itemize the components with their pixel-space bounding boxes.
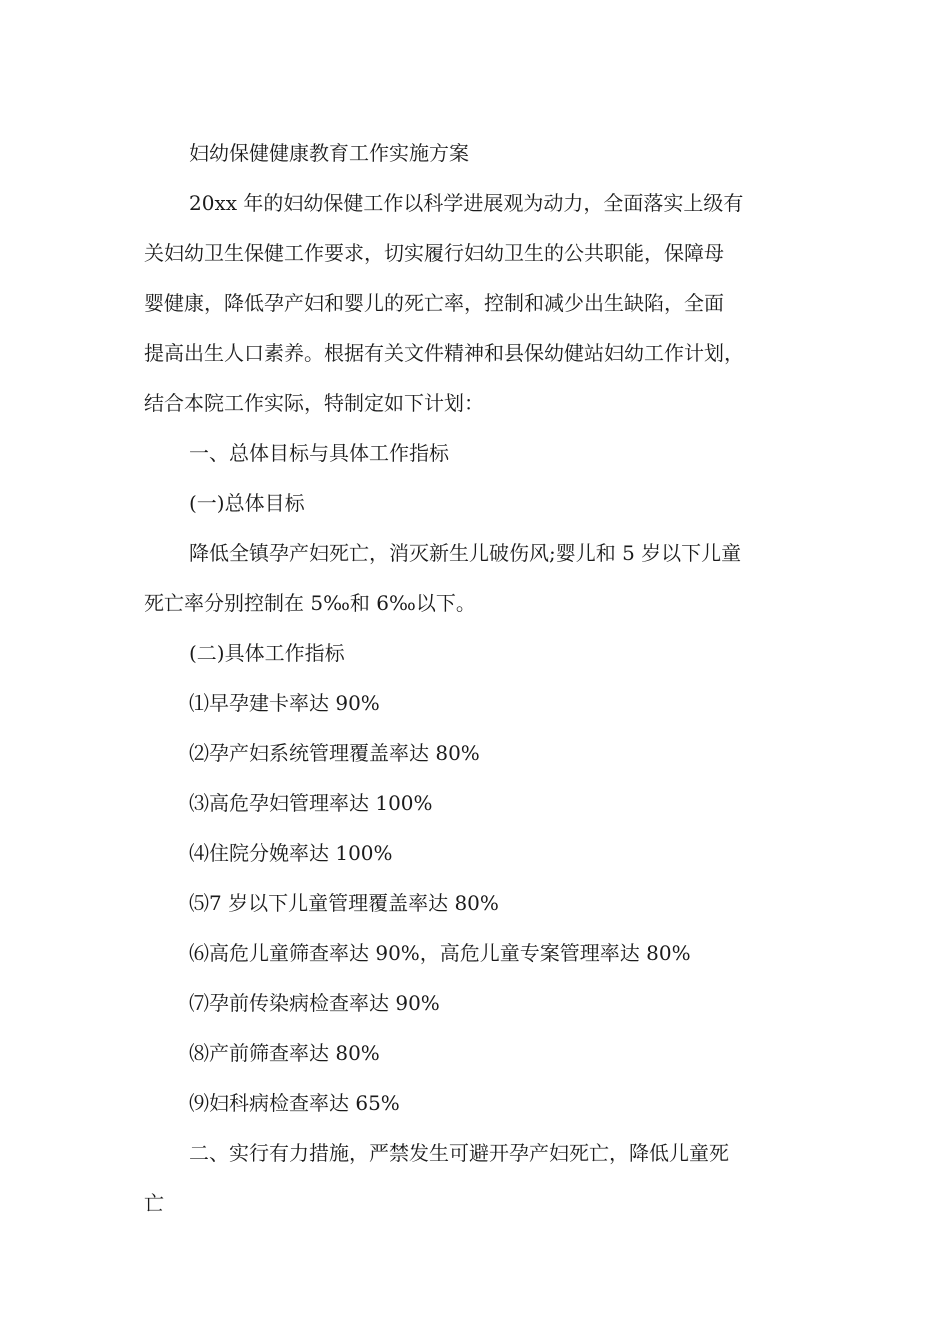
indicator-item: ⑸7 岁以下儿童管理覆盖率达 80% — [189, 891, 499, 915]
indicator-item: ⑷住院分娩率达 100% — [189, 841, 393, 865]
subsection-2-heading: (二)具体工作指标 — [189, 641, 345, 665]
indicator-item: ⑵孕产妇系统管理覆盖率达 80% — [189, 741, 480, 765]
document-title: 妇幼保健健康教育工作实施方案 — [189, 141, 469, 165]
indicator-item: ⑼妇科病检查率达 65% — [189, 1091, 400, 1115]
intro-line-1: 20xx 年的妇幼保健工作以科学进展观为动力，全面落实上级有 — [189, 191, 744, 215]
overall-goal-line-2: 死亡率分别控制在 5‰和 6‰以下。 — [144, 591, 476, 615]
intro-line-2: 关妇幼卫生保健工作要求，切实履行妇幼卫生的公共职能，保障母 — [144, 241, 724, 265]
section-1-heading: 一、总体目标与具体工作指标 — [189, 441, 449, 465]
intro-line-5: 结合本院工作实际，特制定如下计划： — [144, 391, 484, 415]
section-2-heading-line-2: 亡 — [144, 1191, 164, 1215]
section-2-heading-line-1: 二、实行有力措施，严禁发生可避开孕产妇死亡，降低儿童死 — [189, 1141, 729, 1165]
indicator-item: ⑹高危儿童筛查率达 90%，高危儿童专案管理率达 80% — [189, 941, 691, 965]
subsection-1-heading: (一)总体目标 — [189, 491, 305, 515]
indicator-item: ⑺孕前传染病检查率达 90% — [189, 991, 440, 1015]
document-body — [144, 128, 816, 1228]
indicator-item: ⑻产前筛查率达 80% — [189, 1041, 380, 1065]
intro-line-3: 婴健康，降低孕产妇和婴儿的死亡率，控制和减少出生缺陷，全面 — [144, 291, 724, 315]
intro-line-4: 提高出生人口素养。根据有关文件精神和县保幼健站妇幼工作计划， — [144, 341, 744, 365]
overall-goal-line-1: 降低全镇孕产妇死亡，消灭新生儿破伤风;婴儿和 5 岁以下儿童 — [189, 541, 742, 565]
indicator-item: ⑴早孕建卡率达 90% — [189, 691, 380, 715]
indicator-item: ⑶高危孕妇管理率达 100% — [189, 791, 433, 815]
